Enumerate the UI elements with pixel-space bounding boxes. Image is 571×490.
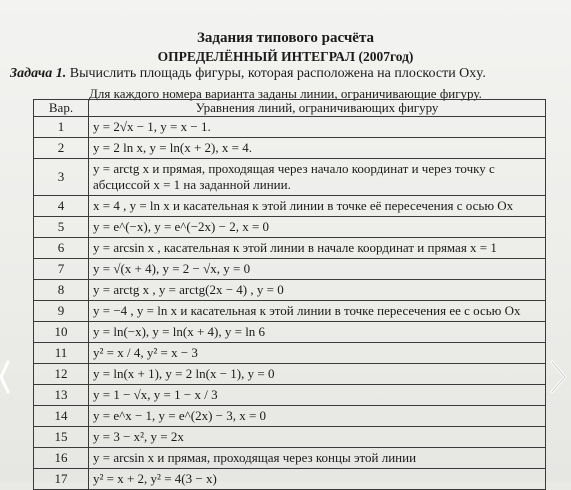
variant-equations: y = 2√x − 1, y = x − 1.	[89, 117, 546, 138]
variant-equations: y = arcsin x , касательная к этой линии в начале координат и прямая x = 1	[89, 238, 546, 259]
variant-number: 8	[34, 280, 89, 301]
task-text: Вычислить площадь фигуры, которая расположена на плоскости Oxy.	[66, 66, 486, 81]
table-row	[34, 138, 546, 159]
table-row	[34, 117, 546, 138]
table-row	[34, 343, 546, 364]
variant-number: 7	[34, 259, 89, 280]
variant-number: 14	[34, 406, 89, 427]
table-row	[34, 159, 546, 196]
chevron-right-icon[interactable]	[549, 360, 567, 394]
table-row	[34, 364, 546, 385]
task-note: Для каждого номера варианта заданы линии, ограничивающие фигуру.	[89, 86, 482, 101]
variant-equations: y = √(x + 4), y = 2 − √x, y = 0	[89, 259, 546, 280]
column-header-equations: Уравнения линий, ограничивающих фигуру	[89, 100, 546, 117]
variants-table	[33, 99, 546, 490]
variant-number: 12	[34, 364, 89, 385]
table-row	[34, 322, 546, 343]
variant-equations: y = 2 ln x, y = ln(x + 2), x = 4.	[89, 138, 546, 159]
document-subtitle: ОПРЕДЕЛЁННЫЙ ИНТЕГРАЛ (2007год)	[157, 49, 414, 64]
table-row	[34, 217, 546, 238]
variant-number: 5	[34, 217, 89, 238]
task-statement	[10, 66, 570, 82]
table-row	[34, 301, 546, 322]
variant-equations: y = arctg x , y = arctg(2x − 4) , y = 0	[89, 280, 546, 301]
variant-number: 10	[34, 322, 89, 343]
variant-equations: y = 1 − √x, y = 1 − x / 3	[89, 385, 546, 406]
task-label: Задача 1.	[10, 66, 67, 81]
variant-equations: y = ln(x + 1), y = 2 ln(x − 1), y = 0	[89, 364, 546, 385]
variant-number: 4	[34, 196, 89, 217]
variant-number: 15	[34, 427, 89, 448]
variant-equations: y = −4 , y = ln x и касательная к этой линии в точке пересечения ее с осью Ox	[89, 301, 546, 322]
table-row	[34, 385, 546, 406]
variant-number: 2	[34, 138, 89, 159]
variant-equations: y = ln(−x), y = ln(x + 4), y = ln 6	[89, 322, 546, 343]
variant-equations: y = arcsin x и прямая, проходящая через концы этой линии	[89, 448, 546, 469]
table-row	[34, 448, 546, 469]
variant-number: 11	[34, 343, 89, 364]
variant-number: 6	[34, 238, 89, 259]
table-row	[34, 238, 546, 259]
variant-equations: y = e^(−x), y = e^(−2x) − 2, x = 0	[89, 217, 546, 238]
variant-equations: y² = x / 4, y² = x − 3	[89, 343, 546, 364]
table-row	[34, 280, 546, 301]
variant-number: 1	[34, 117, 89, 138]
variant-equations: y = e^x − 1, y = e^(2x) − 3, x = 0	[89, 406, 546, 427]
table-row	[34, 196, 546, 217]
variant-equations: y = 3 − x², y = 2x	[89, 427, 546, 448]
variant-number: 3	[34, 159, 89, 196]
table-row	[34, 469, 546, 490]
chevron-left-icon[interactable]	[0, 360, 10, 394]
document-title: Задания типового расчёта	[197, 30, 374, 46]
variant-equations: x = 4 , y = ln x и касательная к этой линии в точке её пересечения с осью Ox	[89, 196, 546, 217]
table-header-row	[34, 100, 546, 117]
variant-number: 13	[34, 385, 89, 406]
table-row	[34, 259, 546, 280]
variant-number: 17	[34, 469, 89, 490]
table-row	[34, 427, 546, 448]
table-row	[34, 406, 546, 427]
variant-number: 16	[34, 448, 89, 469]
variant-number: 9	[34, 301, 89, 322]
column-header-variant: Вар.	[34, 100, 89, 117]
variant-equations: y² = x + 2, y² = 4(3 − x)	[89, 469, 546, 490]
variant-equations: y = arctg x и прямая, проходящая через начало координат и через точку с абсциссой x = 1 на заданной линии.	[89, 159, 546, 196]
